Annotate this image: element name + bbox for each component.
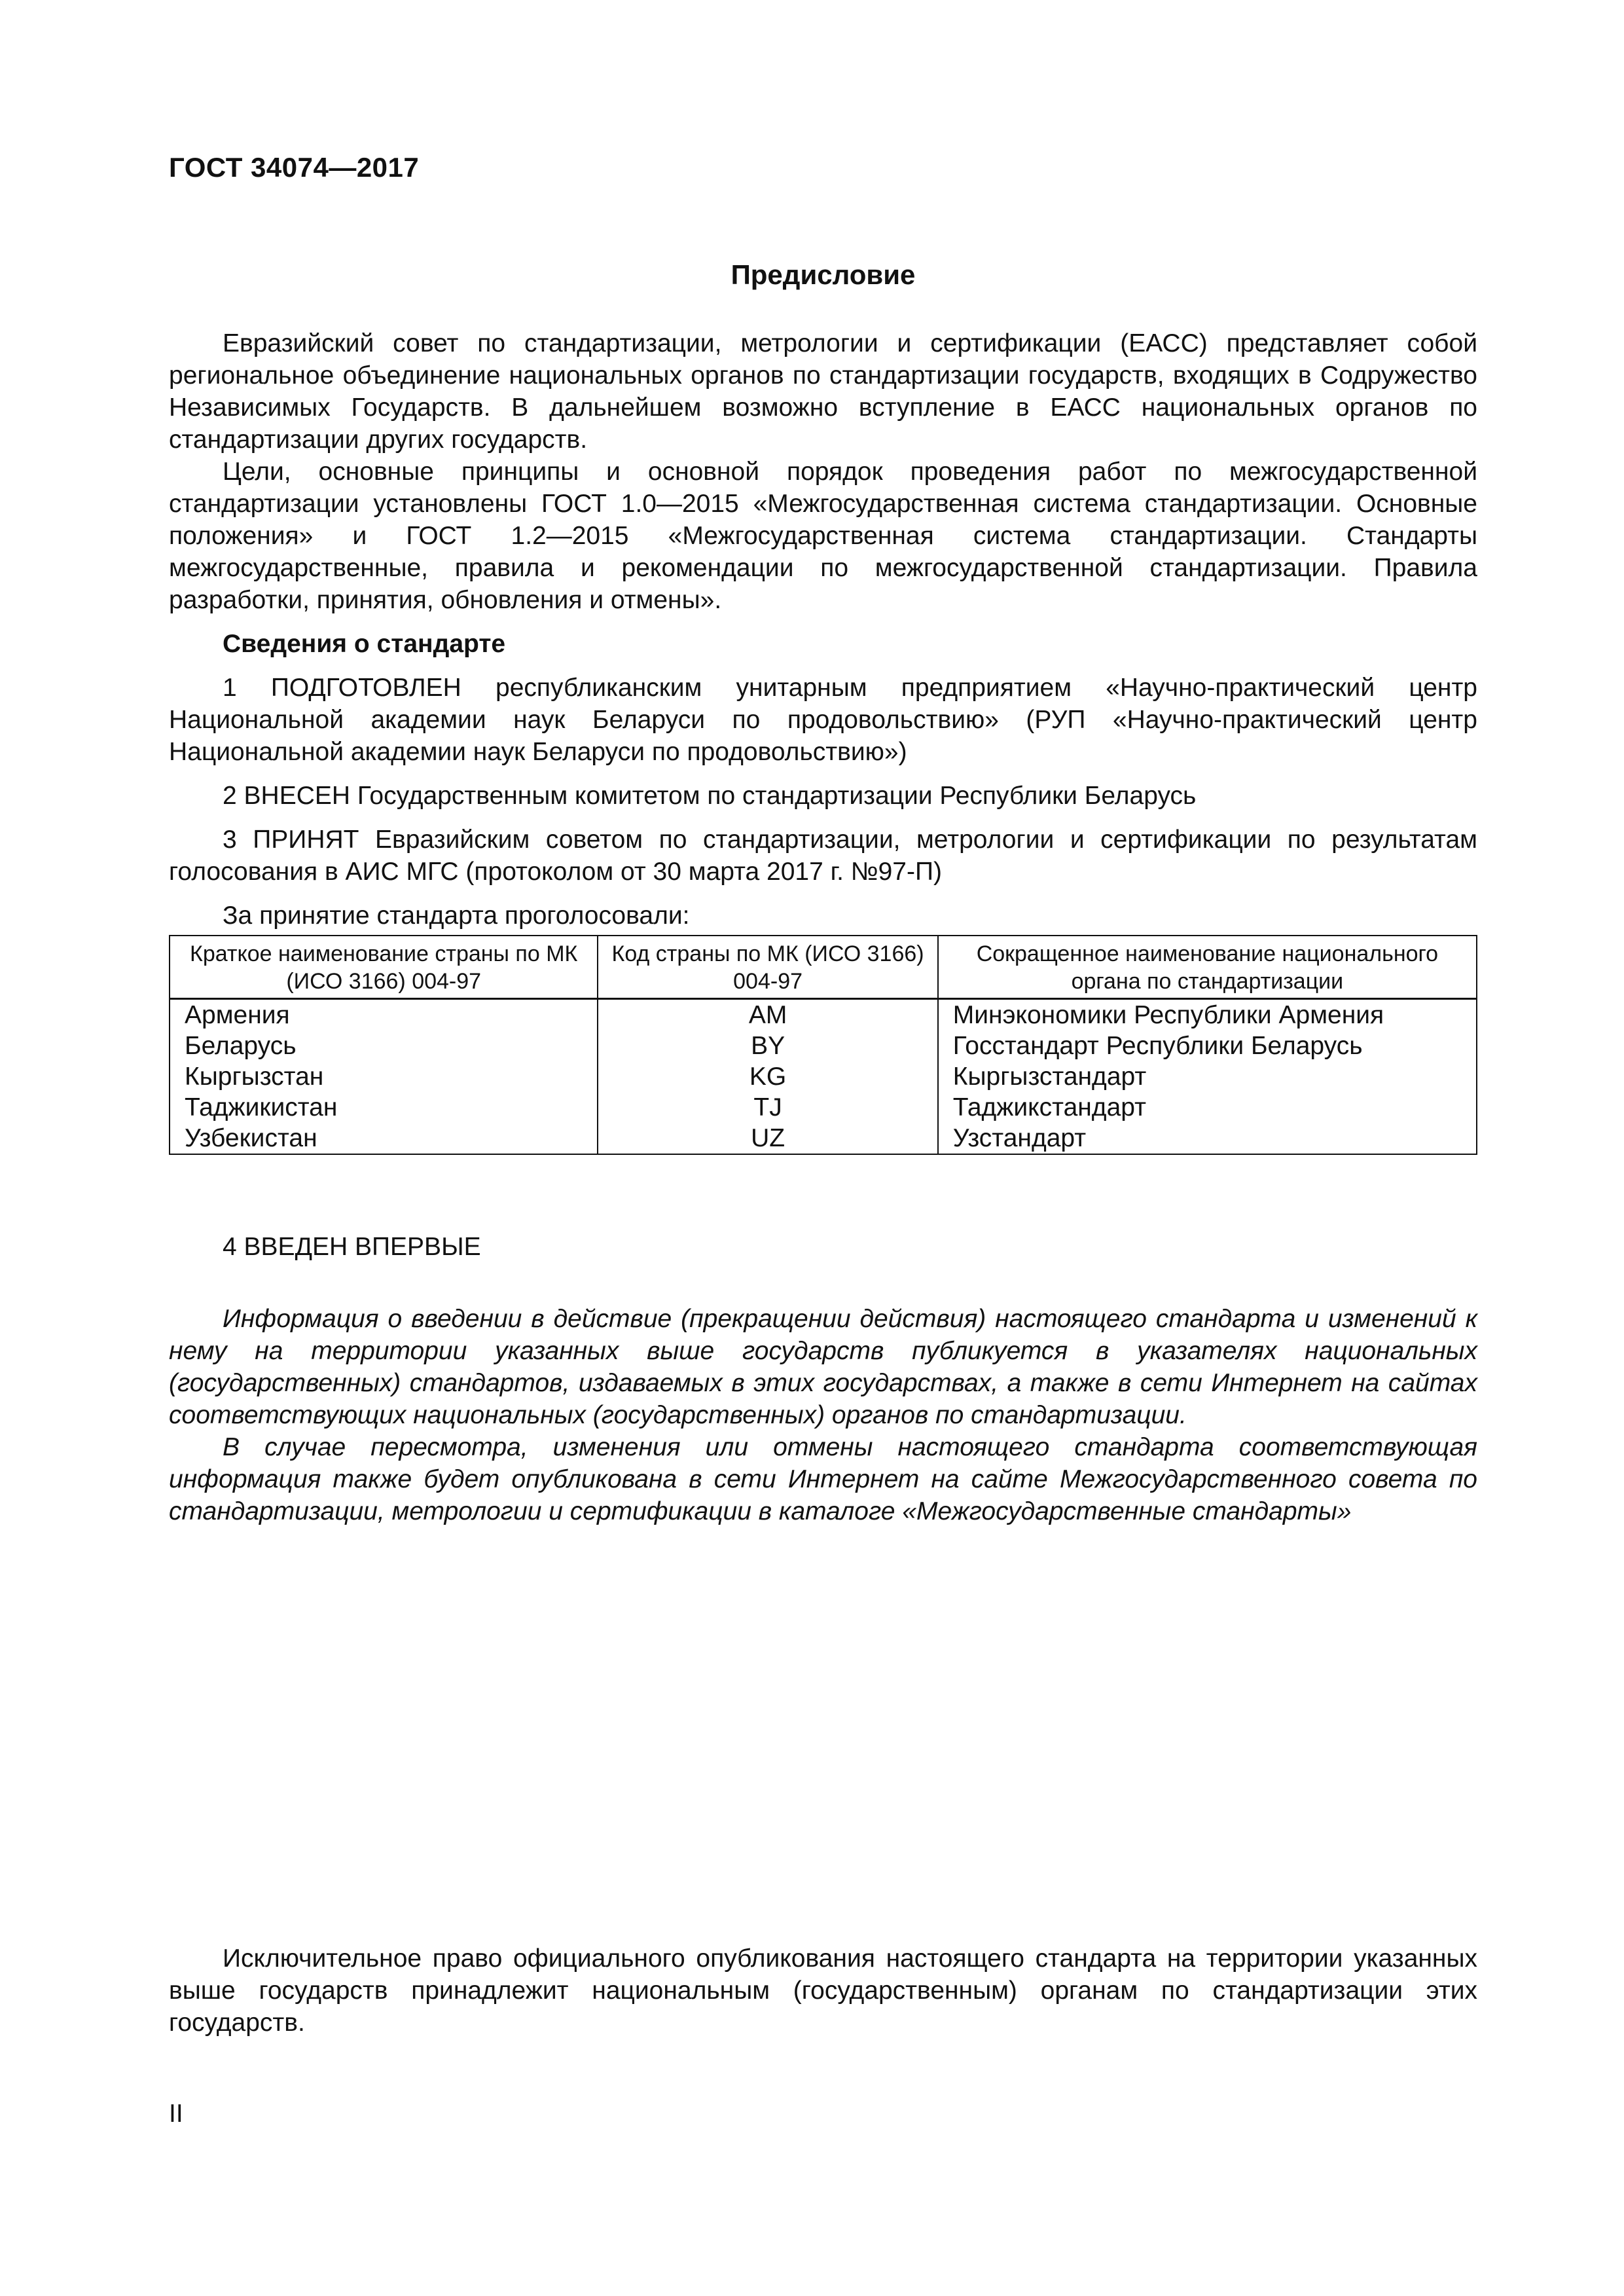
standard-info-item-4: 4 ВВЕДЕН ВПЕРВЫЕ [223,1233,481,1261]
table-row [170,1092,1477,1123]
standard-info-heading: Сведения о стандарте [223,630,506,658]
copyright-text: Исключительное право официального опубликования настоящего стандарта на территории указанных выше государств принадлежит национальным (государственным) органам по стандартизации этих государств. [169,1944,1477,2037]
country-cell: Армения [170,999,598,1031]
code-cell: AM [598,999,937,1031]
body-cell: Госстандарт Республики Беларусь [938,1030,1477,1061]
column-header-body: Сокращенное наименование национального органа по стандартизации [938,936,1477,999]
table-row [170,1030,1477,1061]
code-cell: UZ [598,1123,937,1154]
preface-title: Предисловие [731,259,916,290]
country-cell: Таджикистан [170,1092,598,1123]
column-header-code: Код страны по МК (ИСО 3166) 004-97 [598,936,937,999]
introduction-block [169,1231,1477,1263]
column-header-country: Краткое наименование страны по МК (ИСО 3166) 004-97 [170,936,598,999]
country-cell: Беларусь [170,1030,598,1061]
standard-code-header: ГОСТ 34074—2017 [169,152,420,183]
code-cell: BY [598,1030,937,1061]
notices-block [169,1303,1477,1527]
body-cell: Таджикстандарт [938,1092,1477,1123]
body-cell: Минэкономики Республики Армения [938,999,1477,1031]
preface-paragraph: Цели, основные принципы и основной порядок проведения работ по межгосударственной стандартизации установлены ГОСТ 1.0—2015 «Межгосударственная система стандартизации. Основные положения» и ГОСТ 1.2—2015 «Межгосударственная система стандартизации. Стандарты межгосударственные, правила и рекомендации по межгосударственной стандартизации. Правила разработки, принятия, обновления и отмены». [169,458,1477,614]
copyright-block [169,1942,1477,2039]
code-cell: TJ [598,1092,937,1123]
standard-info-item-3: 3 ПРИНЯТ Евразийским советом по стандартизации, метрологии и сертификации по результатам голосования в АИС МГС (протоколом от 30 марта 2017 г. №97-П) [169,826,1477,886]
country-cell: Кыргызстан [170,1061,598,1092]
code-cell: KG [598,1061,937,1092]
voting-countries-table [169,935,1477,1155]
standard-info-item-2: 2 ВНЕСЕН Государственным комитетом по стандартизации Республики Беларусь [223,782,1197,810]
preface-paragraph: Евразийский совет по стандартизации, метрологии и сертификации (ЕАСС) представляет собой региональное объединение национальных органов по стандартизации государств, входящих в Содружество Независимых Государств. В дальнейшем возможно вступление в ЕАСС национальных органов по стандартизации других государств. [169,329,1477,454]
page-number: II [169,2100,183,2128]
vote-intro: За принятие стандарта проголосовали: [223,902,690,930]
table-row [170,1123,1477,1154]
standard-info-item-1: 1 ПОДГОТОВЛЕН республиканским унитарным предприятием «Научно-практический центр Национальной академии наук Беларуси по продовольствию» (РУП «Научно-практический центр Национальной академии наук Беларуси по продовольствию») [169,674,1477,766]
preface-body [169,327,1477,932]
table-header-row [170,936,1477,999]
country-cell: Узбекистан [170,1123,598,1154]
body-cell: Узстандарт [938,1123,1477,1154]
body-cell: Кыргызстандарт [938,1061,1477,1092]
table-row [170,1061,1477,1092]
notice-paragraph: Информация о введении в действие (прекращении действия) настоящего стандарта и изменений к нему на территории указанных выше государств публикуется в указателях национальных (государственных) стандартов, издаваемых в этих государствах, а также в сети Интернет на сайтах соответствующих национальных (государственных) органов по стандартизации. [169,1305,1477,1429]
notice-paragraph: В случае пересмотра, изменения или отмены настоящего стандарта соответствующая информация также будет опубликована в сети Интернет на сайте Межгосударственного совета по стандартизации, метрологии и сертификации в каталоге «Межгосударственные стандарты» [169,1433,1477,1525]
table-row [170,999,1477,1031]
